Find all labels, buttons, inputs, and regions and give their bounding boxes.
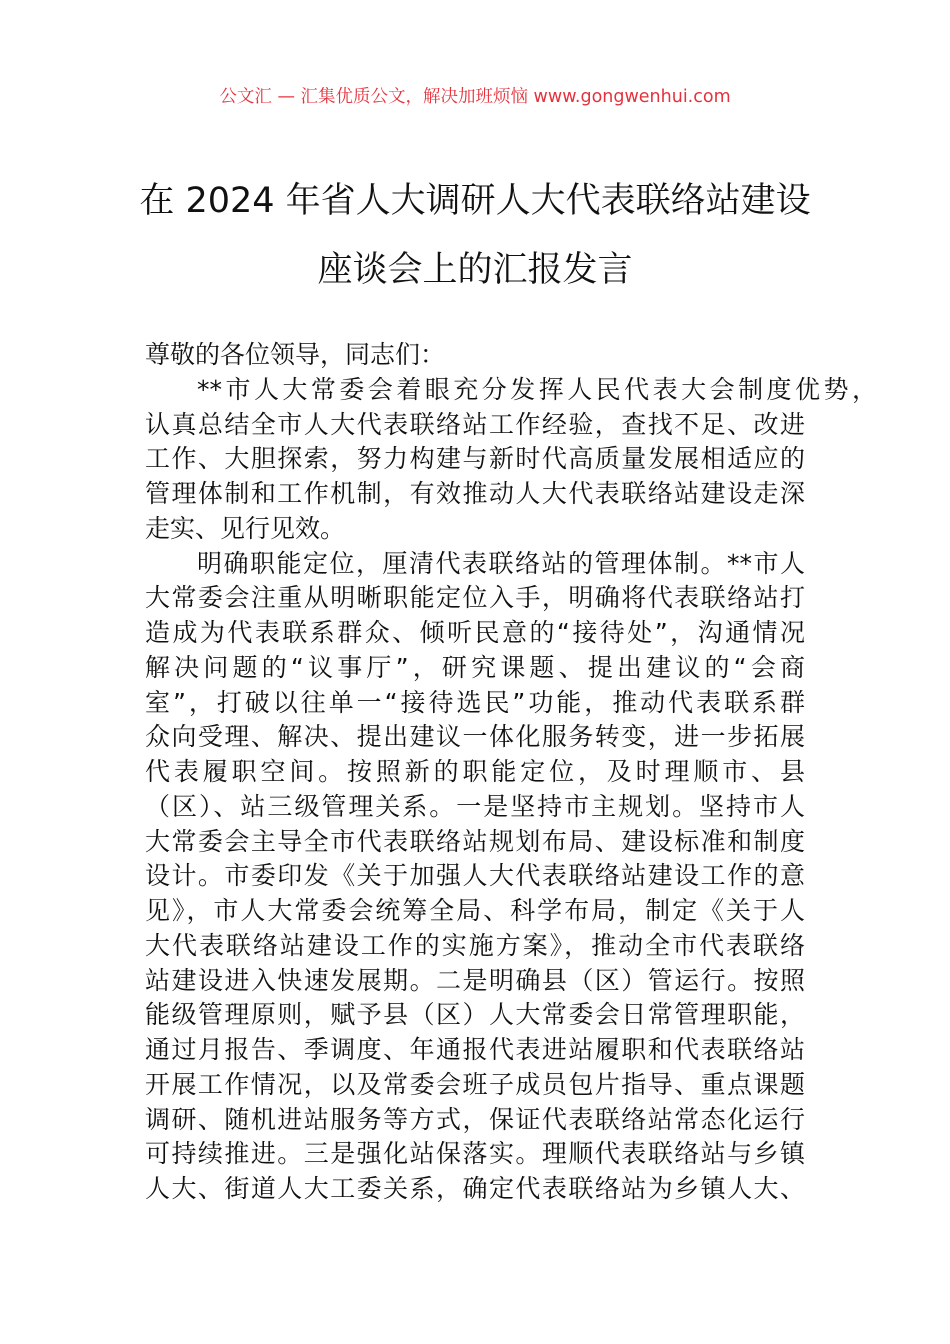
paragraph-line: 开展工作情况，以及常委会班子成员包片指导、重点课题	[145, 1069, 805, 1099]
paragraph-line: 设计。市委印发《关于加强人大代表联络站建设工作的意	[145, 861, 805, 891]
paragraph-line: 人大、街道人大工委关系，确定代表联络站为乡镇人大、	[145, 1174, 805, 1203]
paragraph-line: 解决问题的“议事厅”，研究课题、提出建议的“会商	[145, 652, 805, 682]
salutation: 尊敬的各位领导，同志们：	[145, 340, 446, 369]
paragraph-line: 走实、见行见效。	[145, 513, 346, 543]
paragraph-line: 室”，打破以往单一“接待选民”功能，推动代表联系群	[145, 687, 805, 717]
paragraph-line: 管理体制和工作机制，有效推动人大代表联络站建设走深	[145, 479, 805, 508]
document-body	[145, 338, 877, 1207]
paragraph-line: 大代表联络站建设工作的实施方案》，推动全市代表联络	[145, 930, 805, 960]
paragraph-line: 明确职能定位，厘清代表联络站的管理体制。**市人	[197, 548, 805, 578]
paragraph-line: **市人大常委会着眼充分发挥人民代表大会制度优势，	[197, 374, 877, 404]
paragraph-line: 大常委会注重从明晰职能定位入手，明确将代表联络站打	[145, 583, 805, 613]
paragraph-line: 通过月报告、季调度、年通报代表进站履职和代表联络站	[145, 1035, 805, 1064]
paragraph-line: 可持续推进。三是强化站保落实。理顺代表联络站与乡镇	[145, 1139, 805, 1169]
watermark-header: 公文汇 — 汇集优质公文，解决加班烦恼 www.gongwenhui.com	[219, 87, 731, 107]
paragraph-line: 调研、随机进站服务等方式，保证代表联络站常态化运行	[145, 1104, 805, 1134]
paragraph-line: 造成为代表联系群众、倾听民意的“接待处”，沟通情况	[145, 618, 805, 647]
paragraph-line: 大常委会主导全市代表联络站规划布局、建设标准和制度	[145, 826, 805, 856]
paragraph-line: 工作、大胆探索，努力构建与新时代高质量发展相适应的	[145, 444, 805, 474]
paragraph-line: 认真总结全市人大代表联络站工作经验，查找不足、改进	[145, 409, 805, 439]
paragraph-line: 能级管理原则，赋予县（区）人大常委会日常管理职能，	[145, 1000, 805, 1030]
paragraph-line: 代表履职空间。按照新的职能定位，及时理顺市、县	[145, 757, 805, 786]
paragraph-line: 众向受理、解决、提出建议一体化服务转变，进一步拓展	[145, 722, 805, 752]
paragraph-line: 见》，市人大常委会统筹全局、科学布局，制定《关于人	[145, 896, 805, 925]
paragraph-line: 站建设进入快速发展期。二是明确县（区）管运行。按照	[145, 965, 805, 995]
document-title-line-2: 座谈会上的汇报发言	[317, 250, 633, 290]
paragraph-line: （区）、站三级管理关系。一是坚持市主规划。坚持市人	[145, 791, 805, 821]
document-title-line-1: 在 2024 年省人大调研人大代表联络站建设	[139, 181, 811, 221]
